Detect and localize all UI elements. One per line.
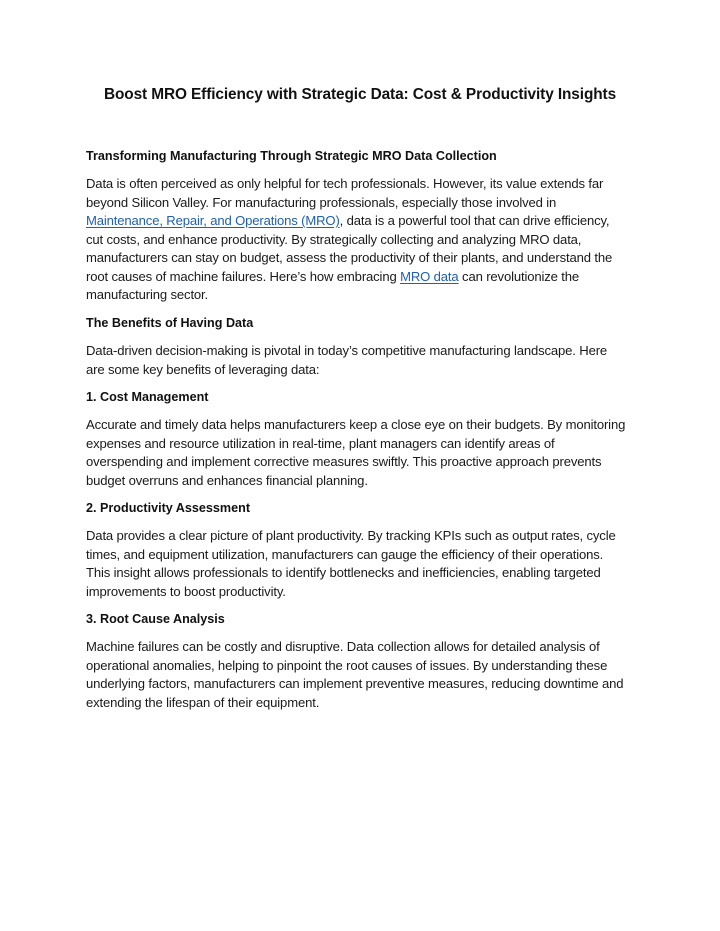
mro-data-link[interactable]: MRO data — [400, 268, 459, 284]
paragraph-line: manufacturers can stay on budget, assess the productivity of their plants, and understand the — [86, 250, 613, 265]
paragraph-line: extending the lifespan of their equipment. — [86, 694, 320, 710]
section-paragraph-transforming — [86, 175, 646, 305]
paragraph-line: Data-driven decision-making is pivotal in today’s competitive manufacturing landscape. Here — [86, 343, 608, 358]
paragraph-line: Machine failures can be costly and disruptive. Data collection allows for detailed analysis of — [86, 639, 600, 654]
paragraph-line: overspending and implement corrective measures swiftly. This proactive approach prevents — [86, 454, 602, 469]
paragraph-line: manufacturing sector. — [86, 287, 209, 302]
paragraph-line: times, and equipment utilization, manufacturers can gauge the efficiency of their operations. — [86, 546, 604, 562]
paragraph-line — [86, 212, 646, 231]
paragraph-line: improvements to boost productivity. — [86, 583, 286, 599]
paragraph-line: Data provides a clear picture of plant productivity. By tracking KPIs such as output rates, cycle — [86, 528, 616, 543]
section-heading-cost-management: 1. Cost Management — [86, 390, 209, 404]
mro-definition-link[interactable]: Maintenance, Repair, and Operations (MRO) — [86, 213, 340, 228]
paragraph-line: beyond Silicon Valley. For manufacturing professionals, especially those involved in — [86, 194, 557, 210]
section-paragraph-cost-management — [86, 416, 646, 490]
paragraph-text: can revolutionize the — [458, 268, 580, 284]
section-heading-root-cause-analysis: 3. Root Cause Analysis — [86, 612, 225, 626]
document-title: Boost MRO Efficiency with Strategic Data: Cost & Productivity Insights — [103, 86, 617, 103]
section-heading-benefits: The Benefits of Having Data — [86, 316, 254, 330]
paragraph-line: Data is often perceived as only helpful for tech professionals. However, its value extends far — [86, 176, 604, 191]
section-paragraph-root-cause-analysis — [86, 638, 646, 712]
paragraph-line: underlying factors, manufacturers can implement preventive measures, reducing downtime and — [86, 676, 624, 691]
section-paragraph-productivity-assessment — [86, 527, 646, 601]
paragraph-line: Accurate and timely data helps manufacturers keep a close eye on their budgets. By monitoring — [86, 417, 626, 432]
paragraph-line — [86, 268, 646, 287]
paragraph-line: operational anomalies, helping to pinpoint the root causes of issues. By understanding these — [86, 657, 608, 673]
paragraph-line: budget overruns and enhances financial planning. — [86, 472, 368, 488]
paragraph-line: expenses and resource utilization in real-time, plant managers can identify areas of — [86, 435, 555, 451]
paragraph-line: This insight allows professionals to identify bottlenecks and inefficiencies, enabling targeted — [86, 565, 601, 580]
section-heading-transforming: Transforming Manufacturing Through Strategic MRO Data Collection — [86, 149, 497, 163]
paragraph-line: are some key benefits of leveraging data: — [86, 361, 320, 377]
section-heading-productivity-assessment: 2. Productivity Assessment — [86, 501, 251, 515]
paragraph-text: , data is a powerful tool that can drive efficiency, — [339, 213, 610, 228]
paragraph-text: root causes of machine failures. Here’s how embracing — [86, 268, 401, 284]
section-paragraph-benefits — [86, 342, 646, 379]
paragraph-line: cut costs, and enhance productivity. By strategically collecting and analyzing MRO data, — [86, 231, 582, 247]
